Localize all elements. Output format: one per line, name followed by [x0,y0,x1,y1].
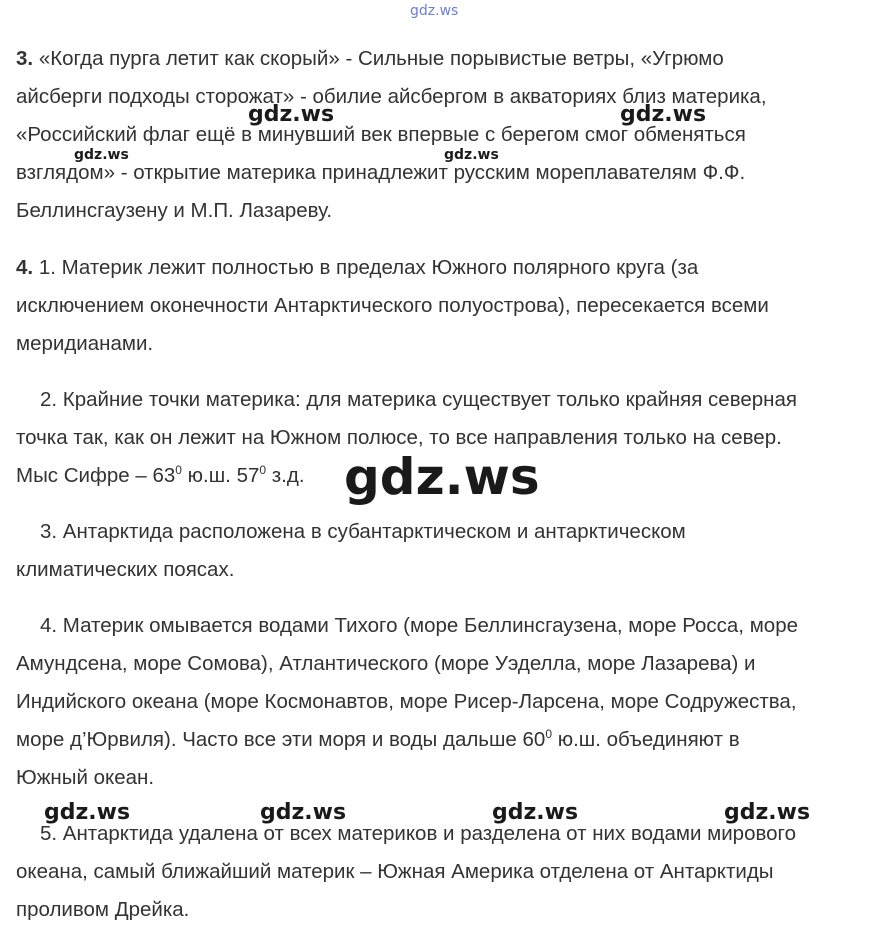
degree-sup: 0 [545,727,553,741]
coord-text: з.д. [266,464,305,487]
section-4-line: исключением оконечности Антарктического полуострова), пересекается всеми [16,294,769,317]
section-4-line: проливом Дрейка. [16,898,190,921]
coord-text: море д’Юрвиля). Часто все эти моря и воды дальше 60 [16,728,546,751]
section-4-line: 4. Материк омывается водами Тихого (море Беллинсгаузена, море Росса, море [40,614,798,637]
degree-sup: 0 [175,463,182,477]
watermark-top: gdz.ws [410,3,459,19]
watermark: gdz.ws [620,102,707,127]
section-4-item-5 [16,815,866,929]
section-4-line: океана, самый ближайший материк – Южная Америка отделена от Антарктиды [16,860,774,883]
section-4-line: 1. Материк лежит полностью в пределах Южного полярного круга (за [38,256,699,279]
watermark: gdz.ws [74,147,129,163]
section-3-line: Беллинсгаузену и М.П. Лазареву. [16,199,333,222]
section-3-line: «Когда пурга летит как скорый» - Сильные порывистые ветры, «Угрюмо [38,47,724,70]
watermark: gdz.ws [248,102,335,127]
watermark: gdz.ws [492,800,579,825]
section-4-line: меридианами. [16,332,154,355]
watermark: gdz.ws [44,800,131,825]
section-4-line: Индийского океана (море Космонавтов, море Рисер-Ларсена, море Содружества, [16,690,797,713]
watermark: gdz.ws [724,800,811,825]
section-4-number: 4. [16,256,34,279]
coord-text: Мыс Сифре – 63 [16,464,176,487]
section-4-line: точка так, как он лежит на Южном полюсе, то все направления только на север. [16,426,782,449]
coord-text: ю.ш. 57 [181,464,260,487]
section-4-item-3 [16,513,866,589]
section-4-line: 3. Антарктида расположена в субантарктическом и антарктическом [40,520,686,543]
section-3-line: взглядом» - открытие материка принадлежит русским мореплавателям Ф.Ф. [16,161,746,184]
section-4-item-1 [16,249,866,363]
section-4-line: климатических поясах. [16,558,235,581]
degree-sup: 0 [259,463,267,477]
section-3 [16,40,866,230]
coord-text: ю.ш. объединяют в [552,728,740,751]
section-4-line: Южный океан. [16,766,155,789]
watermark: gdz.ws [260,800,347,825]
coordinate-line [16,721,866,759]
watermark: gdz.ws [444,147,499,163]
section-3-number: 3. [16,47,34,70]
section-4-line: 5. Антарктида удалена от всех материков и разделена от них водами мирового [40,822,796,845]
section-4-line: Амундсена, море Сомова), Атлантического (море Уэделла, море Лазарева) и [16,652,756,675]
watermark-large: gdz.ws [344,448,540,506]
section-3-line: айсберги подходы сторожат» - обилие айсбергом в акваториях близ материка, [16,85,767,108]
section-4-line: 2. Крайние точки материка: для материка существует только крайняя северная [40,388,797,411]
section-4-item-4 [16,607,866,797]
section-3-line: «Российский флаг ещё в минувший век впервые с берегом смог обменяться [16,123,746,146]
